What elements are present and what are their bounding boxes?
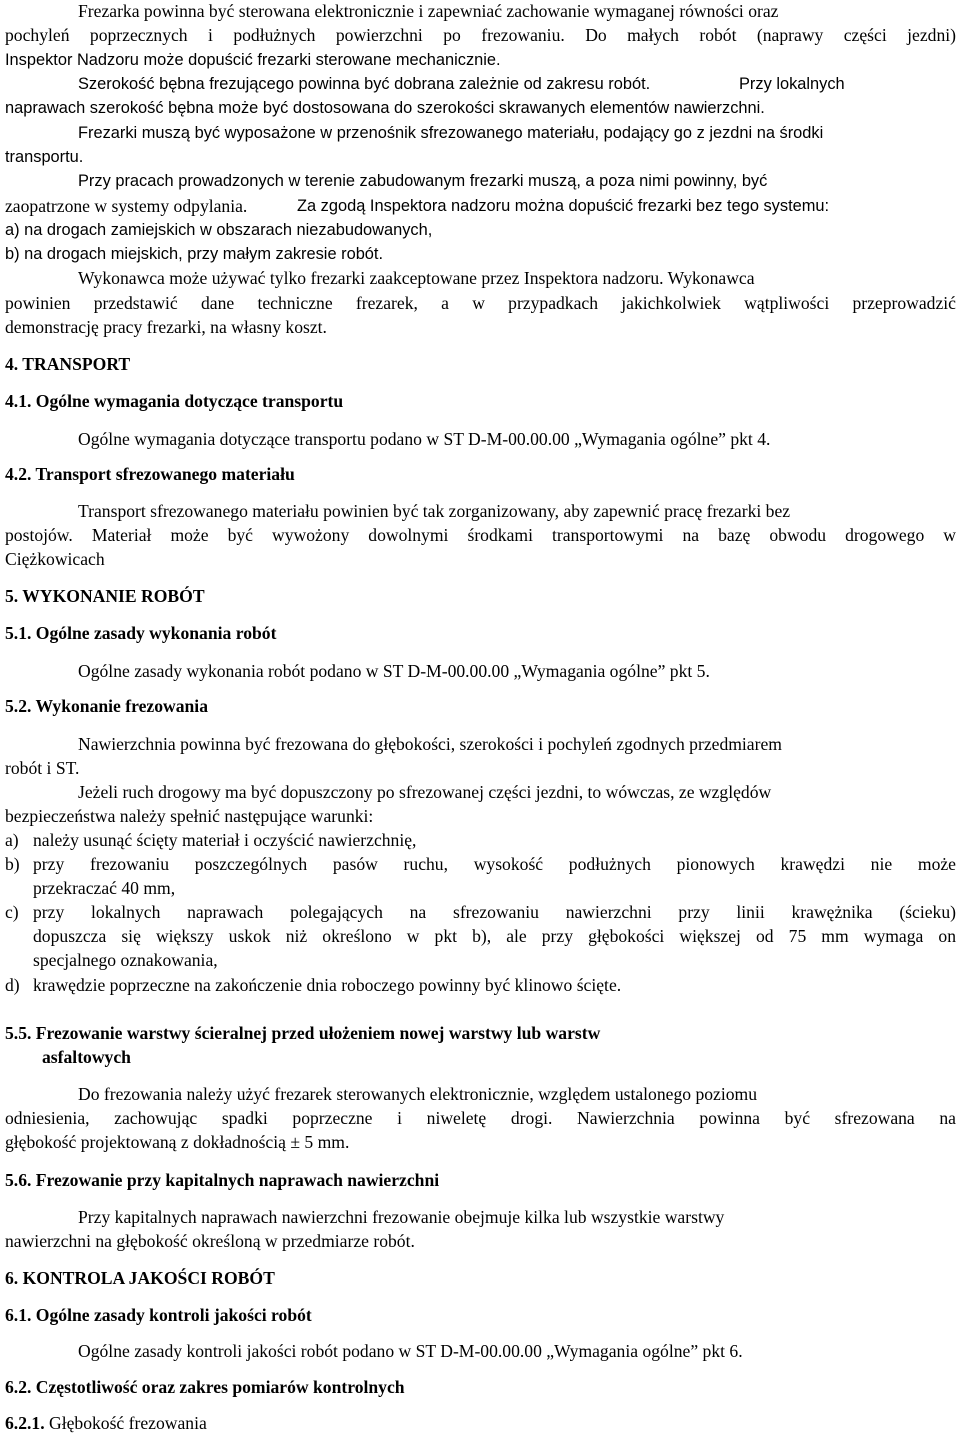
text-line: Za zgodą Inspektora nadzoru można dopuścić frezarki bez tego systemu: bbox=[297, 197, 830, 215]
text-line: Transport sfrezowanego materiału powinien być tak zorganizowany, aby zapewnić pracę frezarki bez bbox=[78, 501, 791, 521]
subsection-heading: 6.2. Częstotliwość oraz zakres pomiarów kontrolnych bbox=[5, 1377, 405, 1397]
text-line: bezpieczeństwa należy spełnić następujące warunki: bbox=[5, 806, 374, 826]
text-line: Ogólne zasady wykonania robót podano w ST D-M-00.00.00 „Wymagania ogólne” pkt 5. bbox=[78, 661, 710, 681]
text-line: pochyleń poprzecznych i podłużnych powierzchni po frezowaniu. Do małych robót (naprawy części jezdni) bbox=[5, 25, 956, 45]
section-heading: 6. KONTROLA JAKOŚCI ROBÓT bbox=[5, 1268, 275, 1288]
subsection-heading: 4.1. Ogólne wymagania dotyczące transportu bbox=[5, 391, 344, 411]
subsection-heading: 5.2. Wykonanie frezowania bbox=[5, 696, 208, 716]
text-line: zaopatrzone w systemy odpylania. bbox=[5, 196, 248, 216]
list-item: przekraczać 40 mm, bbox=[33, 878, 176, 898]
list-item: przy frezowaniu poszczególnych pasów ruchu, wysokość podłużnych pionowych krawędzi nie może bbox=[33, 854, 956, 874]
list-item: krawędzie poprzeczne na zakończenie dnia roboczego powinny być klinowo ścięte. bbox=[33, 975, 622, 995]
subsection-heading: asfaltowych bbox=[42, 1047, 131, 1067]
text-line: Frezarka powinna być sterowana elektronicznie i zapewniać zachowanie wymaganej równości oraz bbox=[78, 1, 779, 21]
text-line: Frezarki muszą być wyposażone w przenośnik sfrezowanego materiału, podający go z jezdni na środki bbox=[78, 124, 824, 142]
text-line: Inspektor Nadzoru może dopuścić frezarki sterowane mechanicznie. bbox=[5, 51, 501, 69]
subsubsection-title: Głębokość frezowania bbox=[49, 1413, 207, 1433]
text-line: postojów. Materiał może być wywożony dowolnymi środkami transportowymi na bazę obwodu drogowego w bbox=[5, 525, 956, 545]
text-line: Nawierzchnia powinna być frezowana do głębokości, szerokości i pochyleń zgodnych przedmiarem bbox=[78, 734, 782, 754]
text-line: Jeżeli ruch drogowy ma być dopuszczony po sfrezowanej części jezdni, to wówczas, ze względów bbox=[78, 782, 772, 802]
subsection-heading: 6.1. Ogólne zasady kontroli jakości robót bbox=[5, 1305, 312, 1325]
text-line: Ogólne wymagania dotyczące transportu podano w ST D-M-00.00.00 „Wymagania ogólne” pkt 4. bbox=[78, 429, 771, 449]
text-line: Przy pracach prowadzonych w terenie zabudowanym frezarki muszą, a poza nimi powinny, być bbox=[78, 172, 768, 190]
subsection-heading: 5.6. Frezowanie przy kapitalnych naprawach nawierzchni bbox=[5, 1170, 440, 1190]
text-line: Wykonawca może używać tylko frezarki zaakceptowane przez Inspektora nadzoru. Wykonawca bbox=[78, 268, 755, 288]
text-line: Przy lokalnych bbox=[739, 75, 845, 93]
list-marker: b) bbox=[5, 854, 20, 874]
text-line: Ciężkowicach bbox=[5, 549, 105, 569]
text-line: nawierzchni na głębokość określoną w przedmiarze robót. bbox=[5, 1231, 415, 1251]
text-line: robót i ST. bbox=[5, 758, 80, 778]
text-line: Przy kapitalnych naprawach nawierzchni frezowanie obejmuje kilka lub wszystkie warstwy bbox=[78, 1207, 725, 1227]
text-line: transportu. bbox=[5, 148, 84, 166]
text-line: demonstrację pracy frezarki, na własny koszt. bbox=[5, 317, 327, 337]
text-line: odniesienia, zachowując spadki poprzeczne i niweletę drogi. Nawierzchnia powinna być sfrezowana na bbox=[5, 1108, 956, 1128]
text-line: Szerokość bębna frezującego powinna być dobrana zależnie od zakresu robót. bbox=[78, 75, 651, 93]
list-marker: a) bbox=[5, 830, 19, 850]
text-line: a) na drogach zamiejskich w obszarach niezabudowanych, bbox=[5, 221, 433, 239]
text-line: powinien przedstawić dane techniczne frezarek, a w przypadkach jakichkolwiek wątpliwości przeprowadzić bbox=[5, 293, 956, 313]
section-heading: 5. WYKONANIE ROBÓT bbox=[5, 586, 205, 606]
text-line: Do frezowania należy użyć frezarek sterowanych elektronicznie, względem ustalonego poziomu bbox=[78, 1084, 758, 1104]
section-heading: 4. TRANSPORT bbox=[5, 354, 131, 374]
list-marker: d) bbox=[5, 975, 20, 995]
list-item: należy usunąć ścięty materiał i oczyścić nawierzchnię, bbox=[33, 830, 417, 850]
subsection-heading: 5.5. Frezowanie warstwy ścieralnej przed ułożeniem nowej warstwy lub warstw bbox=[5, 1023, 601, 1043]
text-line: b) na drogach miejskich, przy małym zakresie robót. bbox=[5, 245, 384, 263]
text-line: głębokość projektowaną z dokładnością ± 5 mm. bbox=[5, 1132, 350, 1152]
subsection-heading: 5.1. Ogólne zasady wykonania robót bbox=[5, 623, 277, 643]
list-item: specjalnego oznakowania, bbox=[33, 950, 218, 970]
list-item: przy lokalnych naprawach polegających na sfrezowaniu nawierzchni przy linii krawężnika (ścieku) bbox=[33, 902, 956, 922]
list-item: dopuszcza się większy uskok niż określono w pkt b), ale przy głębokości większej od 75 mm wymaga on bbox=[33, 926, 956, 946]
text-line: naprawach szerokość bębna może być dostosowana do szerokości skrawanych elementów nawierzchni. bbox=[5, 99, 765, 117]
subsection-heading: 4.2. Transport sfrezowanego materiału bbox=[5, 464, 295, 484]
subsubsection-heading bbox=[5, 1412, 207, 1434]
text-line: Ogólne zasady kontroli jakości robót podano w ST D-M-00.00.00 „Wymagania ogólne” pkt 6. bbox=[78, 1341, 743, 1361]
subsubsection-number: 6.2.1. bbox=[5, 1413, 45, 1433]
list-marker: c) bbox=[5, 902, 19, 922]
